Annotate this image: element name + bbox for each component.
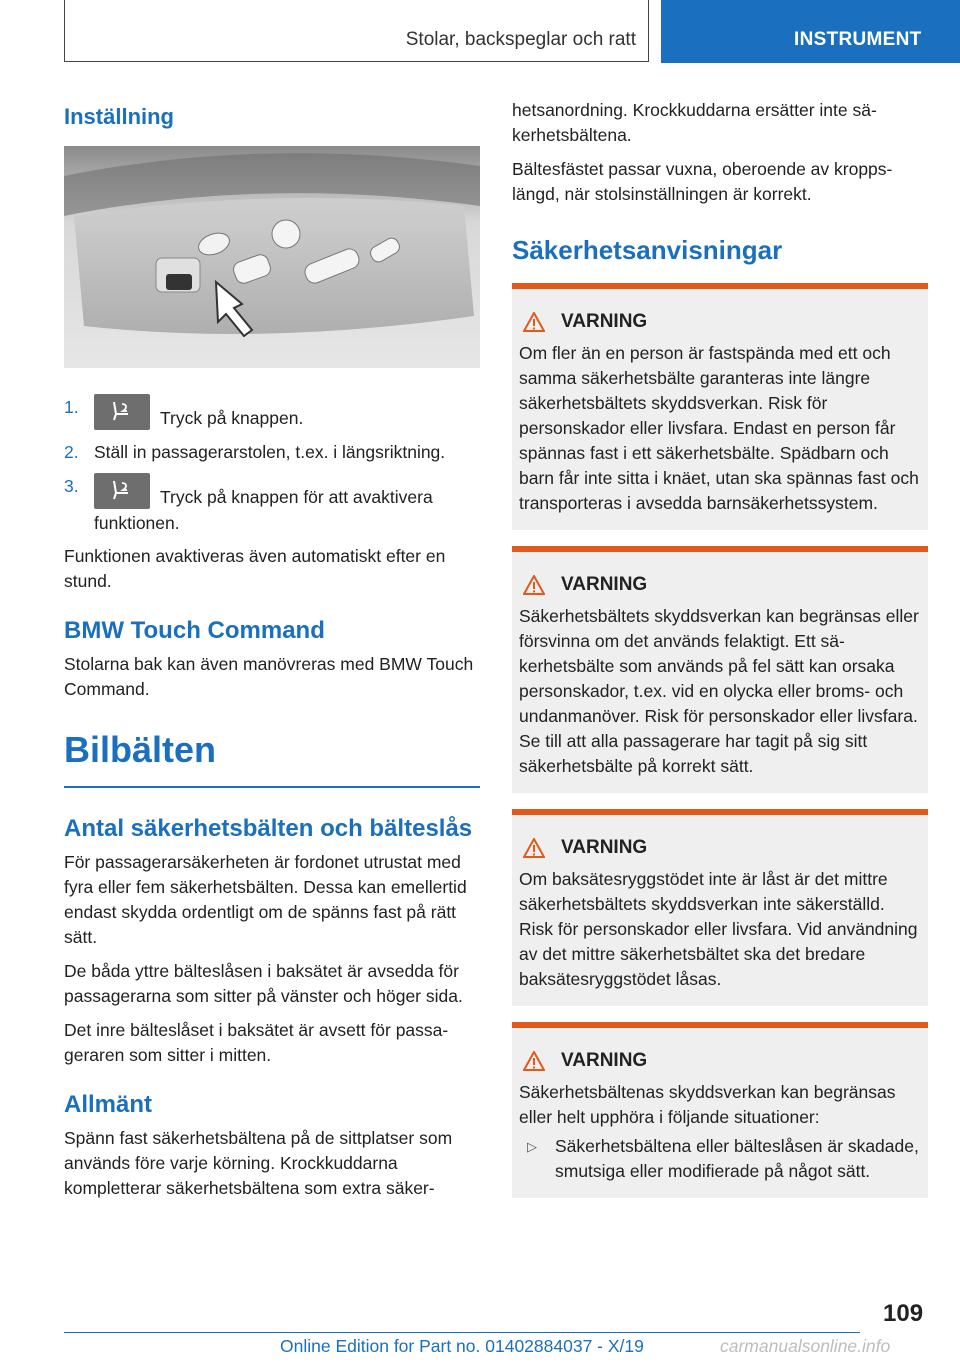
bullet-text: Säkerhetsbältena eller bälteslåsen är skadade, smutsiga eller modifierade på något sätt. (555, 1136, 919, 1181)
continued-paragraph: Bältesfästet passar vuxna, oberoende av kroppslängd, när stolsinställningen är korrekt. (512, 159, 893, 204)
warning-label: VARNING (561, 1050, 648, 1071)
step-number: 2. (64, 442, 79, 462)
warning-title (519, 837, 921, 859)
continued-paragraph: hetsanordning. Krockkuddarna ersätter inte säkerhetsbältena. (512, 100, 877, 145)
step-number: 1. (64, 397, 79, 417)
warning-text: Säkerhetsbältenas skyddsverkan kan begränsas eller helt upphöra i följande situationer: (519, 1082, 896, 1127)
bullet-triangle-icon: ▷ (527, 1139, 537, 1154)
warning-label: VARNING (561, 574, 648, 595)
list-item (64, 473, 480, 536)
warning-triangle-icon (523, 838, 545, 858)
step-list (64, 394, 480, 536)
belt-count-heading: Antal säkerhetsbälten och bälteslås (64, 815, 473, 842)
warning-title (519, 1050, 921, 1072)
warning-label: VARNING (561, 311, 648, 332)
seat-controls-photo (64, 146, 480, 368)
general-paragraph: Spänn fast säkerhetsbältena på de sittplatser som används före varje körning. Krockkuddarna kompletterar säkerhetsbältena som extra säker- (64, 1128, 453, 1198)
right-column (512, 98, 928, 1198)
step-number: 3. (64, 476, 79, 496)
warning-title (519, 311, 921, 333)
touch-command-heading: BMW Touch Command (64, 617, 325, 644)
header-section-title: Stolar, backspeglar och ratt (405, 29, 636, 50)
warning-text: Om baksätesryggstödet inte är låst är det mittre säkerhetsbältets skyddsverkan inte säkerställd. Risk för personskador eller livsfara. Vid användning av det mittre säkerhetsbältet ska det bredare baksätesryggstödet låsas. (519, 869, 918, 989)
watermark: carmanualsonline.info (720, 1336, 891, 1356)
heading-rule (64, 786, 480, 788)
touch-command-text: Stolarna bak kan även manövreras med BMW Touch Command. (64, 654, 474, 699)
seat-button-icon (94, 473, 150, 509)
step-text: Tryck på knappen. (160, 408, 304, 428)
warning-triangle-icon (523, 312, 545, 332)
setting-heading: Inställning (64, 104, 174, 129)
list-item (64, 394, 480, 431)
step-text: Tryck på knappen för att avaktivera funktionen. (94, 487, 433, 533)
seat-button-icon (94, 394, 150, 430)
header-section-box (64, 0, 649, 62)
belt-count-paragraph: Det inre bälteslåset i baksätet är avsett för passageraren som sitter i mitten. (64, 1020, 449, 1065)
warning-triangle-icon (523, 575, 545, 595)
header-chapter-tab[interactable] (661, 0, 960, 63)
page-number: 109 (883, 1300, 924, 1327)
warning-label: VARNING (561, 837, 648, 858)
warning-box (512, 809, 928, 1006)
warning-text: Säkerhetsbältets skyddsverkan kan begränsas eller försvinna om det används felaktigt. Ett säkerhetsbälte som används på fel sätt kan orsaka personskador, t.ex. vid en olycka eller broms- och undanmanöver. Risk för personskador eller livsfara. Se till att alla passagerare har tagit på sig sitt säkerhetsbälte på korrekt sätt. (519, 606, 919, 776)
belt-count-paragraph: För passagerarsäkerheten är fordonet utrustat med fyra eller fem säkerhetsbälten. Dessa kan emellertid endast skydda ordentligt om de spänns fast på rätt sätt. (64, 852, 467, 947)
warning-box (512, 546, 928, 793)
warning-box (512, 1022, 928, 1198)
footer-rule (64, 1332, 860, 1333)
header-chapter-label: INSTRUMENT (794, 29, 922, 50)
list-item (519, 1134, 921, 1184)
edition-text: Online Edition for Part no. 01402884037 - X/19 (280, 1336, 644, 1356)
auto-off-text: Funktionen avaktiveras även automatiskt efter en stund. (64, 546, 446, 591)
belt-count-paragraph: De båda yttre bälteslåsen i baksätet är avsedda för passagerarna som sitter på vänster och höger sida. (64, 961, 463, 1006)
left-column (64, 98, 480, 1210)
step-text: Ställ in passagerarstolen, t.ex. i längsriktning. (94, 442, 446, 462)
list-item (64, 439, 480, 465)
general-heading: Allmänt (64, 1091, 153, 1118)
belts-heading: Bilbälten (64, 729, 217, 770)
safety-heading: Säkerhetsanvisningar (512, 235, 783, 265)
warning-triangle-icon (523, 1051, 545, 1071)
warning-text: Om fler än en person är fastspända med ett och samma säkerhetsbälte garanteras inte längre säkerhetsbältets skyddsverkan. Risk för personskador eller livsfara. Endast en person får spännas fast i ett säkerhetsbälte. Spädbarn och barn får inte sitta i knäet, utan ska spännas fast och transporteras i avsedda barnsäkerhetssystem. (519, 343, 919, 513)
warning-box (512, 283, 928, 530)
warning-title (519, 574, 921, 596)
